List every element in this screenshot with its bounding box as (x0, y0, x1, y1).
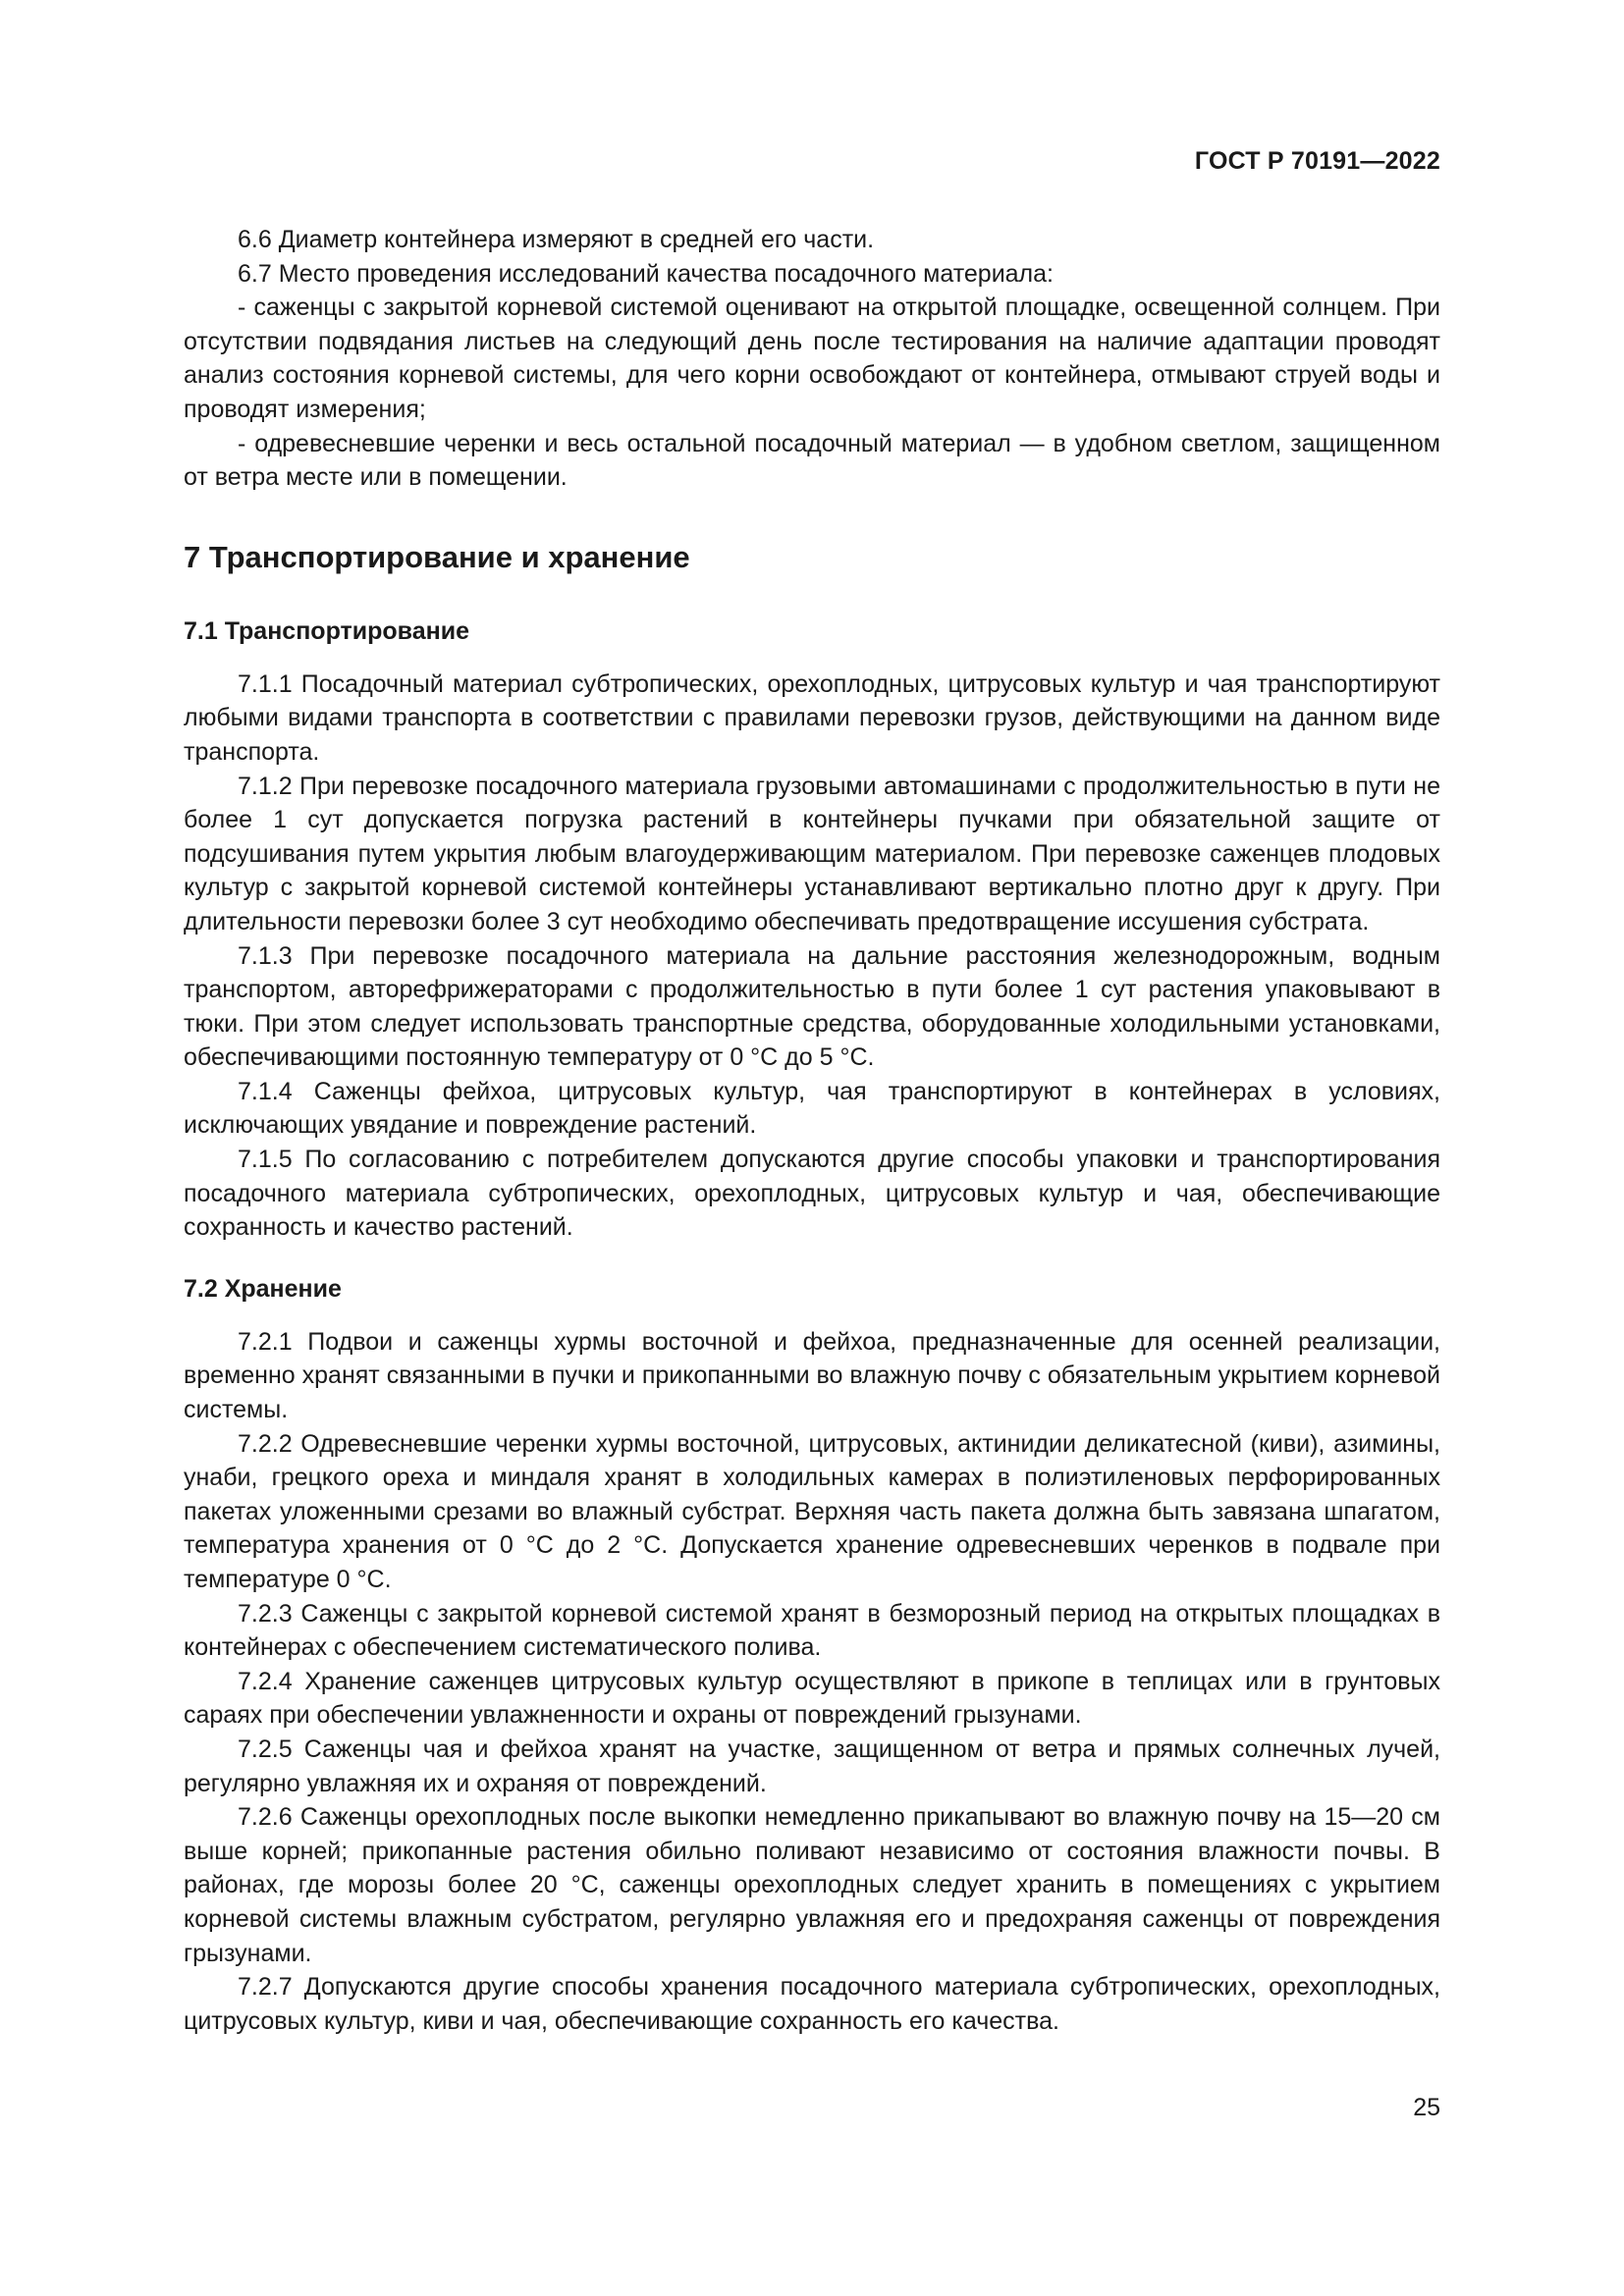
page-number: 25 (1413, 2094, 1440, 2121)
paragraph-7-2-1: 7.2.1 Подвои и саженцы хурмы восточной и фейхоа, предназначенные для осенней реализации, временно хранят связанными в пучки и прикопанными во влажную почву с обязательным укрытием корневой системы. (184, 1327, 1440, 1424)
paragraph-7-2-4: 7.2.4 Хранение саженцев цитрусовых культур осуществляют в прикопе в теплицах или в грунтовых сараях при обеспечении увлажненности и охраны от повреждений грызунами. (184, 1667, 1440, 1730)
paragraph-7-2-2: 7.2.2 Одревесневшие черенки хурмы восточной, цитрусовых, актинидии деликатесной (киви), азимины, унаби, грецкого ореха и миндаля хранят в холодильных камерах в полиэтиленовых перфорированных пакетах уложенными срезами во влажный субстрат. Верхняя часть пакета должна быть завязана шпагатом, температура хранения от 0 °С до 2 °С. Допускается хранение одревесневших черенков в подвале при температуре 0 °С. (184, 1429, 1440, 1593)
paragraph-6-6: 6.6 Диаметр контейнера измеряют в средней его части. (238, 226, 875, 253)
document-code: ГОСТ Р 70191—2022 (1194, 147, 1440, 175)
paragraph-7-1-1: 7.1.1 Посадочный материал субтропических, орехоплодных, цитрусовых культур и чая транспортируют любыми видами транспорта в соответствии с правилами перевозки грузов, действующими на данном виде транспорта. (184, 669, 1440, 766)
paragraph-7-2-5: 7.2.5 Саженцы чая и фейхоа хранят на участке, защищенном от ветра и прямых солнечных лучей, регулярно увлажняя их и охраняя от повреждений. (184, 1735, 1440, 1797)
paragraph-7-1-2: 7.1.2 При перевозке посадочного материала грузовыми автомашинами с продолжительностью в пути не более 1 сут допускается погрузка растений в контейнеры пучками при обязательной защите от подсушивания путем укрытия любым влагоудерживающим материалом. При перевозке саженцев плодовых культур с закрытой корневой системой контейнеры устанавливают вертикально плотно друг к другу. При длительности перевозки более 3 сут необходимо обеспечивать предотвращение иссушения субстрата. (184, 772, 1440, 935)
paragraph-6-7: 6.7 Место проведения исследований качества посадочного материала: (238, 259, 1054, 288)
paragraph-7-2-7: 7.2.7 Допускаются другие способы хранения посадочного материала субтропических, орехоплодных, цитрусовых культур, киви и чая, обеспечивающие сохранность его качества. (184, 1973, 1440, 2035)
paragraph-6-7-item-2: - одревесневшие черенки и весь остальной посадочный материал — в удобном светлом, защищенном от ветра месте или в помещении. (184, 429, 1440, 492)
page-content (184, 223, 1440, 2038)
paragraph-7-2-6: 7.2.6 Саженцы орехоплодных после выкопки немедленно прикапывают во влажную почву на 15—20 см выше корней; прикопанные растения обильно поливают независимо от состояния влажности почвы. В районах, где морозы более 20 °С, саженцы орехоплодных следует хранить в помещениях с укрытием корневой системы влажным субстратом, регулярно увлажняя его и предохраняя саженцы от повреждения грызунами. (184, 1803, 1440, 1967)
paragraph-7-2-3: 7.2.3 Саженцы с закрытой корневой системой хранят в безморозный период на открытых площадках в контейнерах с обеспечением систематического полива. (184, 1599, 1440, 1662)
subsection-7-1-heading: 7.1 Транспортирование (184, 616, 469, 645)
paragraph-7-1-5: 7.1.5 По согласованию с потребителем допускаются другие способы упаковки и транспортирования посадочного материала субтропических, орехоплодных, цитрусовых культур и чая, обеспечивающие сохранность и качество растений. (184, 1146, 1440, 1242)
paragraph-6-7-item-1: - саженцы с закрытой корневой системой оценивают на открытой площадке, освещенной солнцем. При отсутствии подвядания листьев на следующий день после тестирования на наличие адаптации проводят анализ состояния корневой системы, для чего корни освобождают от контейнера, отмывают струей воды и проводят измерения; (184, 294, 1440, 423)
subsection-7-2-heading: 7.2 Хранение (184, 1274, 342, 1303)
section-7-heading: 7 Транспортирование и хранение (184, 539, 690, 574)
paragraph-7-1-4: 7.1.4 Саженцы фейхоа, цитрусовых культур, чая транспортируют в контейнерах в условиях, исключающих увядание и повреждение растений. (184, 1077, 1440, 1140)
paragraph-7-1-3: 7.1.3 При перевозке посадочного материала на дальние расстояния железнодорожным, водным транспортом, авторефрижераторами с продолжительностью в пути более 1 сут растения упаковывают в тюки. При этом следует использовать транспортные средства, оборудованные холодильными установками, обеспечивающими постоянную температуру от 0 °С до 5 °С. (184, 941, 1440, 1072)
